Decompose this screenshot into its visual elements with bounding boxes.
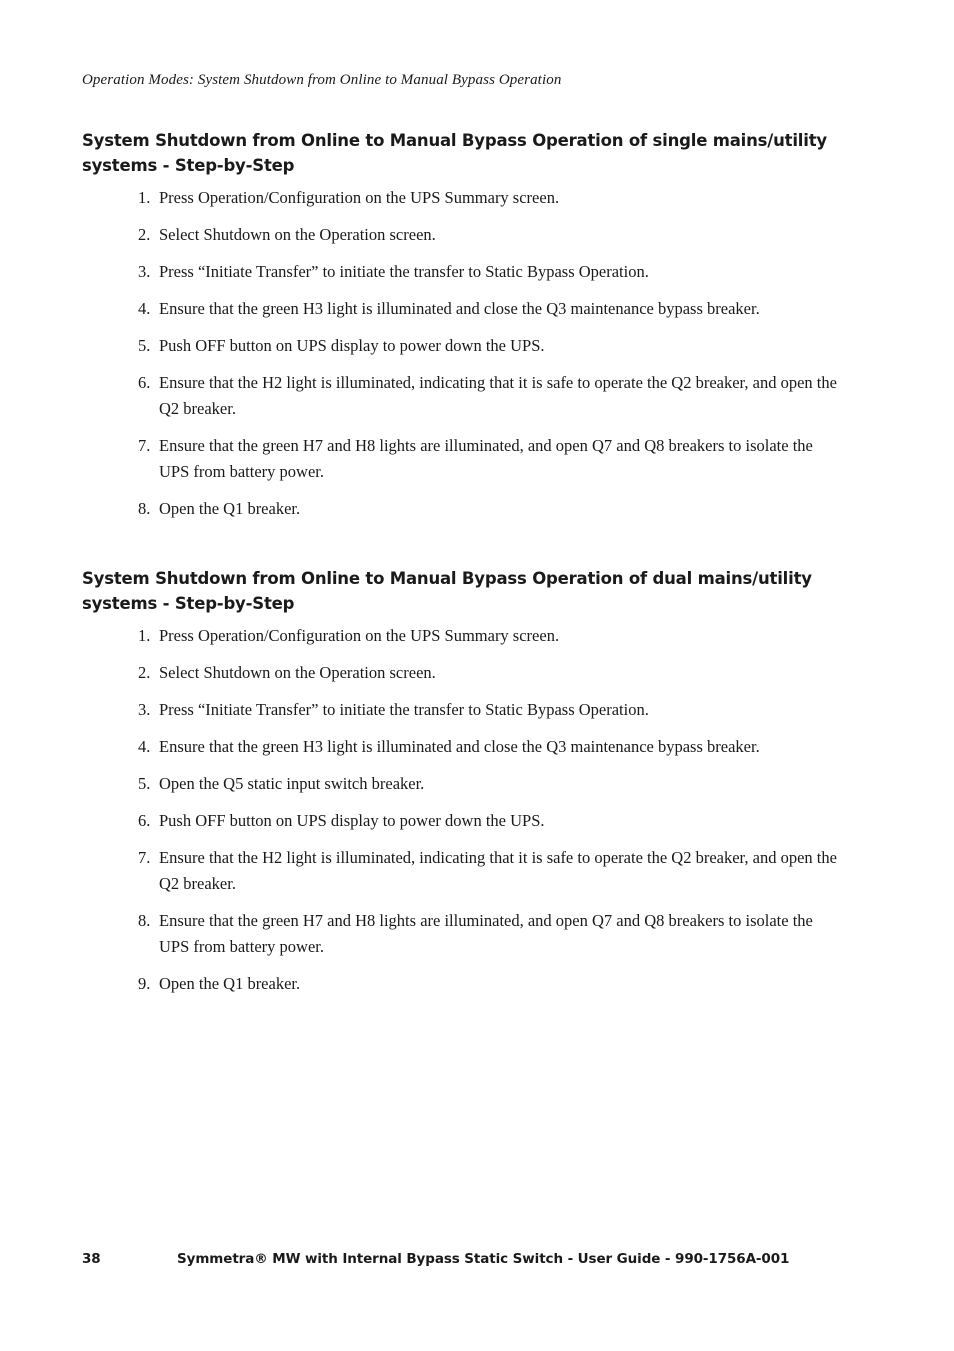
step-number: 2. <box>138 225 151 244</box>
step-text: Select Shutdown on the Operation screen. <box>159 225 436 244</box>
step-number: 5. <box>138 336 151 355</box>
section-dual-mains <box>82 566 842 1008</box>
step-item <box>82 185 839 211</box>
document-title: Symmetra® MW with Internal Bypass Static Switch - User Guide - 990-1756A-001 <box>177 1251 790 1267</box>
step-item <box>82 222 839 248</box>
step-item <box>82 660 839 686</box>
step-item <box>82 971 839 997</box>
step-item <box>82 433 839 485</box>
step-text: Ensure that the H2 light is illuminated, indicating that it is safe to operate the Q2 breaker, and open the Q2 breaker. <box>159 848 837 893</box>
step-number: 8. <box>138 499 151 518</box>
step-number: 9. <box>138 974 151 993</box>
step-text: Ensure that the green H3 light is illuminated and close the Q3 maintenance bypass breaker. <box>159 737 760 756</box>
step-item <box>82 697 839 723</box>
step-text: Open the Q1 breaker. <box>159 499 301 518</box>
step-number: 4. <box>138 299 151 318</box>
step-number: 3. <box>138 262 151 281</box>
step-item <box>82 296 839 322</box>
step-text: Press Operation/Configuration on the UPS Summary screen. <box>159 626 560 645</box>
step-number: 3. <box>138 700 151 719</box>
section-title: System Shutdown from Online to Manual Bypass Operation of dual mains/utility systems - Step-by-Step <box>82 569 812 613</box>
step-number: 6. <box>138 811 151 830</box>
step-text: Ensure that the H2 light is illuminated, indicating that it is safe to operate the Q2 breaker, and open the Q2 breaker. <box>159 373 837 418</box>
step-item <box>82 734 839 760</box>
step-number: 2. <box>138 663 151 682</box>
step-text: Press “Initiate Transfer” to initiate the transfer to Static Bypass Operation. <box>159 262 649 281</box>
step-number: 1. <box>138 188 151 207</box>
step-number: 1. <box>138 626 151 645</box>
step-text: Open the Q1 breaker. <box>159 974 301 993</box>
step-text: Ensure that the green H7 and H8 lights are illuminated, and open Q7 and Q8 breakers to isolate the UPS from battery power. <box>159 436 813 481</box>
step-item <box>82 908 839 960</box>
step-item <box>82 496 839 522</box>
step-list <box>82 185 842 522</box>
step-text: Ensure that the green H3 light is illuminated and close the Q3 maintenance bypass breaker. <box>159 299 760 318</box>
step-text: Push OFF button on UPS display to power down the UPS. <box>159 336 545 355</box>
page-number: 38 <box>82 1251 101 1267</box>
step-text: Select Shutdown on the Operation screen. <box>159 663 436 682</box>
step-item <box>82 771 839 797</box>
step-item <box>82 808 839 834</box>
step-number: 6. <box>138 373 151 392</box>
section-title: System Shutdown from Online to Manual Bypass Operation of single mains/utility systems - Step-by-Step <box>82 131 827 175</box>
step-item <box>82 845 839 897</box>
step-list <box>82 623 842 997</box>
step-number: 7. <box>138 436 151 455</box>
step-item <box>82 259 839 285</box>
running-header: Operation Modes: System Shutdown from Online to Manual Bypass Operation <box>82 72 562 88</box>
step-text: Open the Q5 static input switch breaker. <box>159 774 425 793</box>
section-single-mains <box>82 128 842 533</box>
step-text: Press Operation/Configuration on the UPS Summary screen. <box>159 188 560 207</box>
step-text: Press “Initiate Transfer” to initiate the transfer to Static Bypass Operation. <box>159 700 649 719</box>
step-number: 4. <box>138 737 151 756</box>
step-text: Push OFF button on UPS display to power down the UPS. <box>159 811 545 830</box>
step-number: 5. <box>138 774 151 793</box>
step-number: 8. <box>138 911 151 930</box>
step-text: Ensure that the green H7 and H8 lights are illuminated, and open Q7 and Q8 breakers to isolate the UPS from battery power. <box>159 911 813 956</box>
step-number: 7. <box>138 848 151 867</box>
step-item <box>82 333 839 359</box>
step-item <box>82 370 839 422</box>
step-item <box>82 623 839 649</box>
